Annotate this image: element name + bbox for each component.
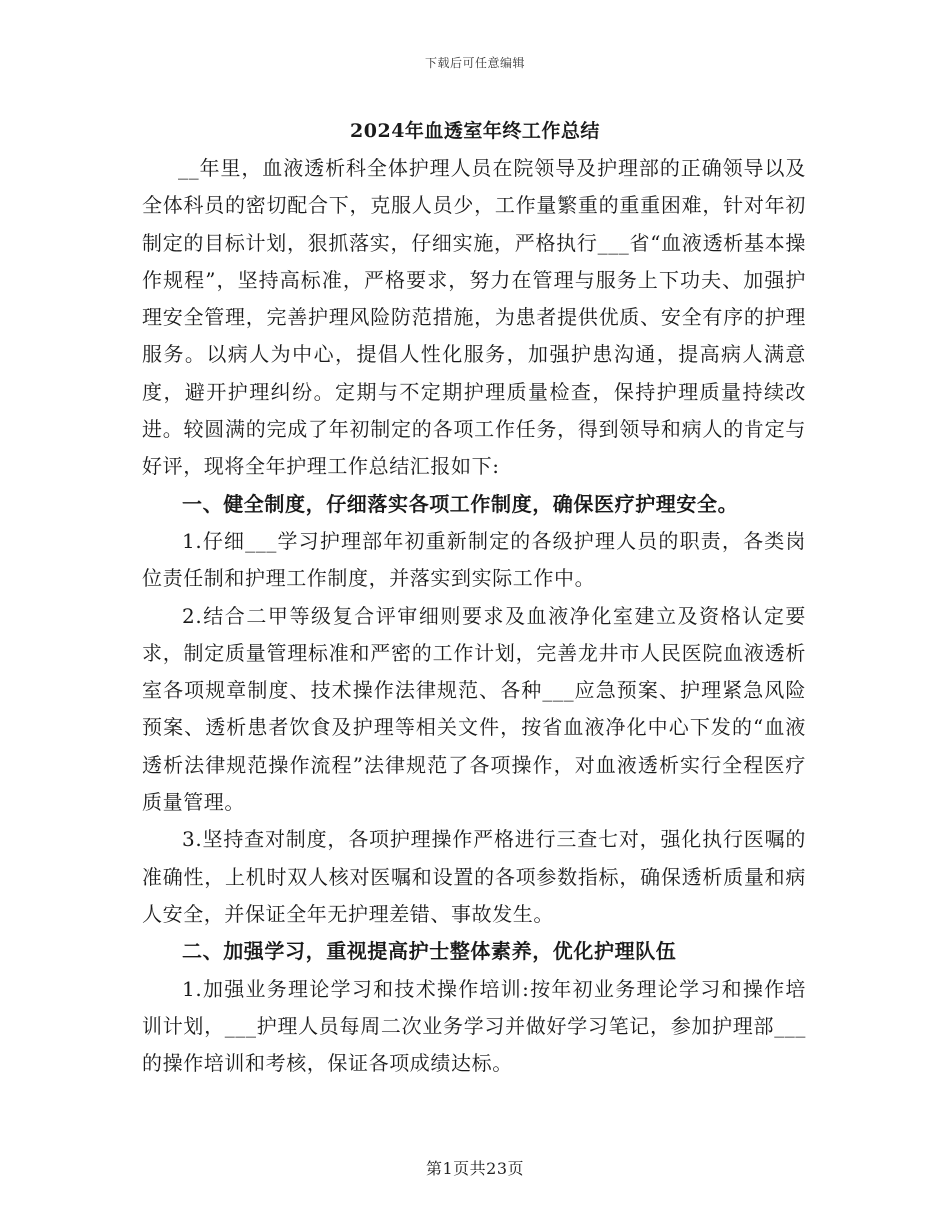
document-body <box>142 150 806 1082</box>
section-1-item-3: 3.坚持查对制度，各项护理操作严格进行三查七对，强化执行医嘱的准确性，上机时双人核对医嘱和设置的各项参数指标，确保透析质量和病人安全，并保证全年无护理差错、事故发生。 <box>142 827 806 926</box>
section-heading-2: 二、加强学习，重视提高护士整体素养，优化护理队伍 <box>182 939 677 964</box>
page-number-footer: 第1页共23页 <box>425 1159 525 1178</box>
section-1-item-1: 1.仔细___学习护理部年初重新制定的各级护理人员的职责，各类岗位责任制和护理工作制度，并落实到实际工作中。 <box>142 528 806 591</box>
document-title: 2024年血透室年终工作总结 <box>350 120 600 142</box>
section-1-item-2: 2.结合二甲等级复合评审细则要求及血液净化室建立及资格认定要求，制定质量管理标准和严密的工作计划，完善龙井市人民医院血液透析室各项规章制度、技术操作法律规范、各种___应急预案、护理紧急风险预案、透析患者饮食及护理等相关文件，按省血液净化中心下发的“血液透析法律规范操作流程”法律规范了各项操作，对血液透析实行全程医疗质量管理。 <box>142 603 806 815</box>
header-note: 下载后可任意编辑 <box>424 56 525 70</box>
section-heading-1: 一、健全制度，仔细落实各项工作制度，确保医疗护理安全。 <box>182 491 739 516</box>
intro-paragraph: __年里，血液透析科全体护理人员在院领导及护理部的正确领导以及全体科员的密切配合下，克服人员少，工作量繁重的重重困难，针对年初制定的目标计划，狠抓落实，仔细实施，严格执行___省“血液透析基本操作规程”，坚持高标准，严格要求，努力在管理与服务上下功夫、加强护理安全管理，完善护理风险防范措施，为患者提供优质、安全有序的护理服务。以病人为中心，提倡人性化服务，加强护患沟通，提高病人满意度，避开护理纠纷。定期与不定期护理质量检查，保持护理质量持续改进。较圆满的完成了年初制定的各项工作任务，得到领导和病人的肯定与好评，现将全年护理工作总结汇报如下: <box>142 156 806 479</box>
section-2-item-1: 1.加强业务理论学习和技术操作培训:按年初业务理论学习和操作培训计划，___护理人员每周二次业务学习并做好学习笔记，参加护理部___的操作培训和考核，保证各项成绩达标。 <box>142 976 806 1076</box>
